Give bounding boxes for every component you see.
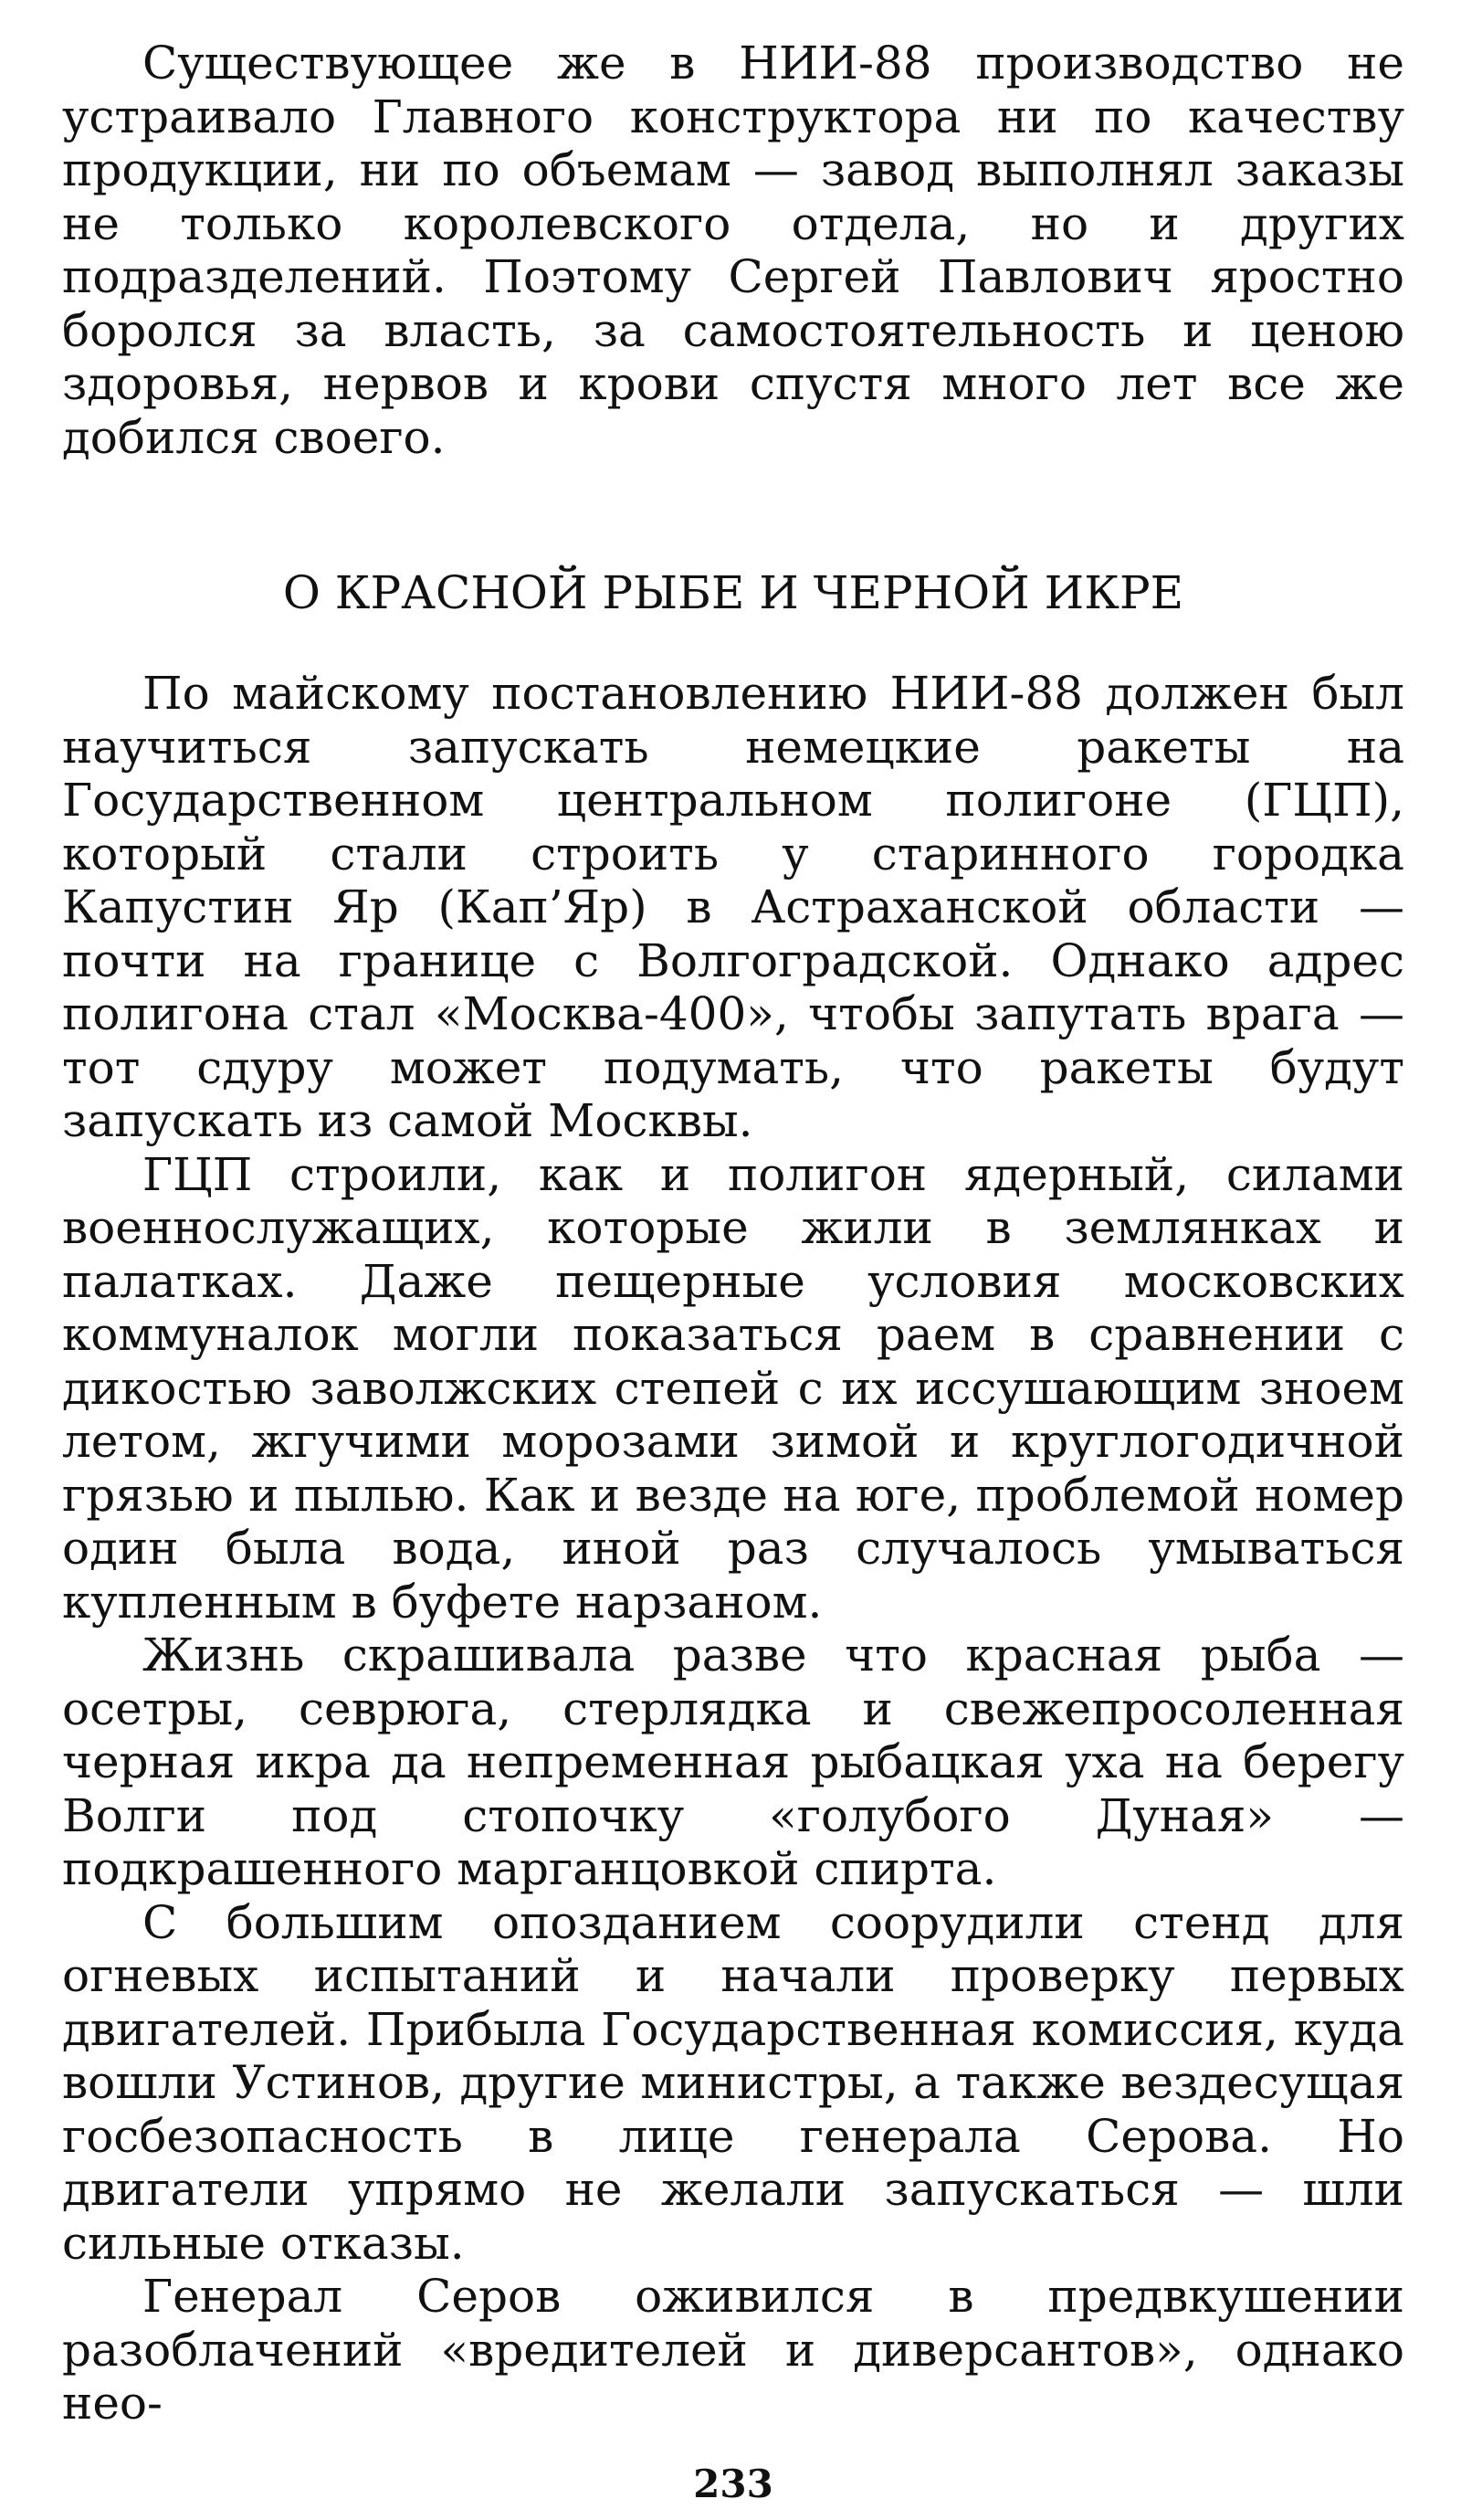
paragraph: По майскому постановлению НИИ-88 должен был научиться запускать немецкие ракеты на Государственном центральном полигоне (ГЦП), который стали строить у старинного городка Капустин Яр (Кап’Яр) в Астраханской области — почти на границе с Волгоградской. Однако адрес полигона стал «Москва-400», чтобы запутать врага — тот сдуру может подумать, что ракеты будут запускать из самой Москвы. xyxy=(62,667,1404,1147)
paragraph: Жизнь скрашивала разве что красная рыба — осетры, севрюга, стерлядка и свежепросоленная черная икра да непременная рыбацкая уха на берегу Волги под стопочку «голубого Дуная» — подкрашенного марганцовкой спирта. xyxy=(62,1629,1404,1895)
paragraph: С большим опозданием соорудили стенд для огневых испытаний и начали проверку первых двигателей. Прибыла Государственная комиссия, куда вошли Устинов, другие министры, а также вездесущая госбезопасность в лице генерала Серова. Но двигатели упрямо не желали запускаться — шли сильные отказы. xyxy=(62,1895,1404,2270)
section-heading: О КРАСНОЙ РЫБЕ И ЧЕРНОЙ ИКРЕ xyxy=(282,566,1184,619)
paragraph: Генерал Серов оживился в предвкушении разоблачений «вредителей и диверсантов», однако нео- xyxy=(62,2270,1404,2430)
paragraph: ГЦП строили, как и полигон ядерный, силами военнослужащих, которые жили в землянках и палатках. Даже пещерные условия московских коммуналок могли показаться раем в сравнении с дикостью заволжских степей с их иссушающим зноем летом, жгучими морозами зимой и круглогодичной грязью и пылью. Как и везде на юге, проблемой номер один была вода, иной раз случалось умываться купленным в буфете нарзаном. xyxy=(62,1147,1404,1629)
paragraph: Существующее же в НИИ-88 производство не устраивало Главного конструктора ни по качеству продукции, ни по объемам — завод выполнял заказы не только королевского отдела, но и других подразделений. Поэтому Сергей Павлович яростно боролся за власть, за самостоятельность и ценою здоровья, нервов и крови спустя много лет все же добился своего. xyxy=(62,37,1404,464)
page-number: 233 xyxy=(693,2462,773,2506)
section-body xyxy=(62,667,1404,2430)
section-title xyxy=(62,566,1404,620)
book-page xyxy=(62,27,1404,2506)
intro-text xyxy=(62,37,1404,464)
